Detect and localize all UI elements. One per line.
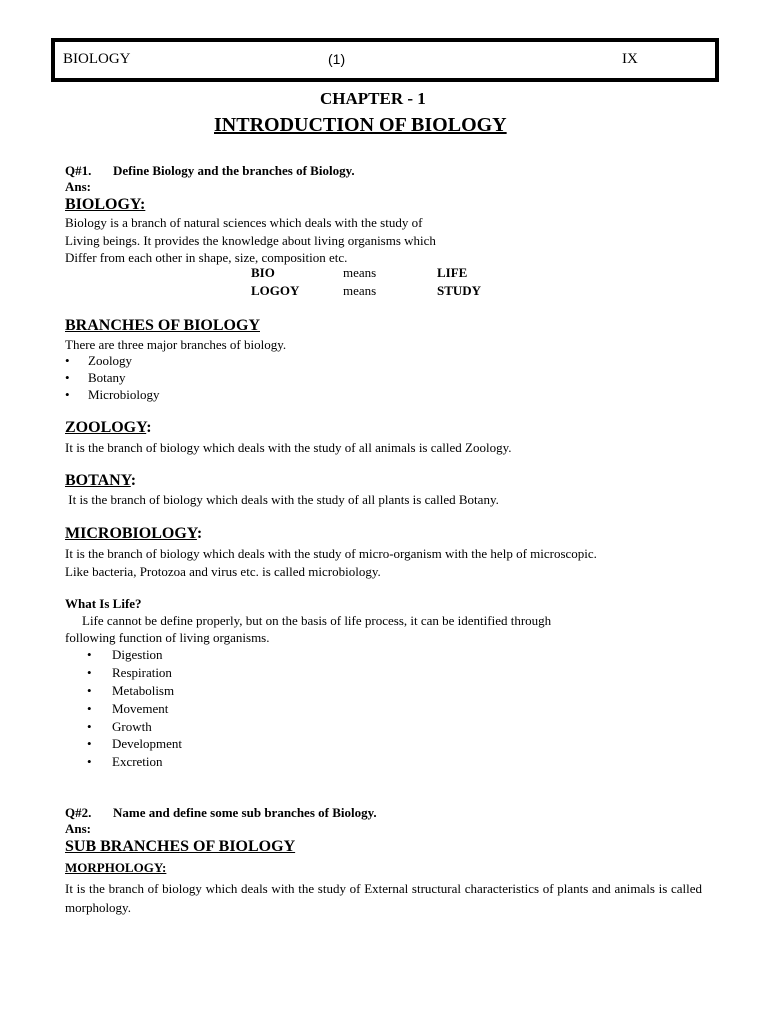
header-page-number: (1) [328,51,346,67]
botany-colon: : [130,472,137,489]
list-item: • Digestion [87,646,182,664]
chapter-label: CHAPTER - 1 [320,89,426,108]
list-item: • Botany [65,369,160,386]
morphology-heading: MORPHOLOGY: [65,860,167,875]
list-item: • Microbiology [65,386,160,403]
microbiology-colon: : [196,525,203,542]
branches-intro: There are three major branches of biology. [65,337,287,352]
page-title: INTRODUCTION OF BIOLOGY [214,114,507,136]
page-header-box [51,38,719,82]
branches-heading: BRANCHES OF BIOLOGY [65,317,260,334]
question-2-ans-label: Ans: [65,821,92,836]
microbiology-line-1: It is the branch of biology which deals with the study of micro-organism with the help of microscopic. [65,546,597,561]
microbiology-line-2: Like bacteria, Protozoa and virus etc. is called microbiology. [65,564,381,579]
botany-heading-group [65,472,136,490]
list-item: • Growth [87,718,182,736]
biology-line-1: Biology is a branch of natural sciences which deals with the study of [65,215,423,230]
zoology-heading: ZOOLOGY [65,419,147,436]
question-2-text: Name and define some sub branches of Biology. [113,805,377,820]
list-item: • Movement [87,700,182,718]
meaning-value-study: STUDY [437,283,482,298]
microbiology-heading: MICROBIOLOGY [65,525,197,542]
branches-list [65,352,160,403]
biology-heading: BIOLOGY: [65,196,146,213]
botany-heading: BOTANY [65,472,131,489]
botany-text: It is the branch of biology which deals with the study of all plants is called Botany. [65,492,499,507]
list-item: • Respiration [87,664,182,682]
list-item: • Development [87,735,182,753]
biology-line-3: Differ from each other in shape, size, composition etc. [65,250,348,265]
meaning-means-2: means [343,283,377,298]
list-item: • Excretion [87,753,182,771]
question-2-number: Q#2. [65,805,92,820]
meaning-value-life: LIFE [437,265,468,280]
list-item: • Zoology [65,352,160,369]
life-functions-list [87,646,182,771]
life-line-2: following function of living organisms. [65,630,270,645]
list-item: • Metabolism [87,682,182,700]
zoology-colon: : [146,419,152,436]
life-line-1: Life cannot be define properly, but on the basis of life process, it can be identified through [82,613,552,628]
question-1-text: Define Biology and the branches of Biology. [113,163,355,178]
meaning-word-bio: BIO [251,265,275,280]
meaning-word-logoy: LOGOY [251,283,300,298]
header-class: IX [622,51,638,67]
zoology-text: It is the branch of biology which deals with the study of all animals is called Zoology. [65,440,512,455]
morphology-text: It is the branch of biology which deals with the study of External structural characteristics of plants and animals is called morphology. [65,881,702,915]
question-1-ans-label: Ans: [65,179,92,194]
microbiology-heading-group [65,525,202,543]
header-subject: BIOLOGY [63,51,131,67]
sub-branches-heading: SUB BRANCHES OF BIOLOGY [65,838,296,855]
meaning-means-1: means [343,265,377,280]
biology-line-2: Living beings. It provides the knowledge about living organisms which [65,233,436,248]
life-heading: What Is Life? [65,596,142,611]
zoology-heading-group [65,419,152,437]
question-1-number: Q#1. [65,163,92,178]
